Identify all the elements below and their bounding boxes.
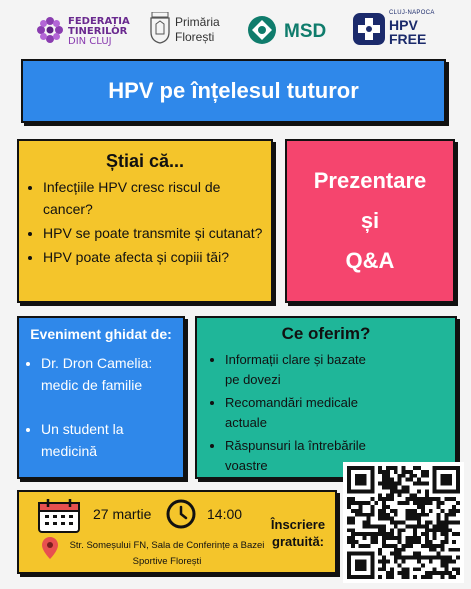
oferim-box — [195, 316, 457, 479]
event-details-box — [17, 490, 337, 574]
hpv-free-line2: FREE — [389, 31, 427, 47]
medical-cross-icon — [352, 12, 386, 46]
list-item: • Un student la medicină — [41, 418, 175, 462]
hpv-free-city: CLUJ-NAPOCA — [389, 10, 435, 16]
registration-qr-code[interactable] — [343, 462, 464, 583]
coat-of-arms-icon — [150, 12, 170, 44]
flower-icon — [36, 16, 64, 44]
location-pin-icon — [41, 536, 59, 560]
qr-code-icon — [347, 466, 460, 579]
ghidat-list — [19, 352, 183, 462]
prezentare-line1: Prezentare — [313, 168, 427, 193]
stiai-ca-box — [17, 139, 273, 303]
federatia-tinerilor-logo — [36, 14, 146, 48]
primaria-line1: Primăria — [175, 15, 220, 29]
prezentare-line2: și — [360, 208, 380, 233]
ghidat-box — [17, 316, 185, 479]
hpv-free-line1: HPV — [389, 17, 418, 33]
stiai-ca-heading: Știai că... — [105, 151, 185, 171]
list-item: • Recomandări medicale actuale — [225, 393, 383, 433]
list-item: • Răspunsuri la întrebările voastre — [225, 436, 383, 476]
page-title: HPV pe înțelesul tuturor — [108, 78, 359, 103]
federatia-line2: TINERILOR — [68, 26, 128, 37]
calendar-icon — [37, 498, 81, 534]
list-item: • Infecțiile HPV cresc riscul de cancer? — [43, 176, 263, 220]
stiai-ca-list — [19, 176, 271, 268]
msd-mark-icon — [247, 15, 277, 45]
prezentare-box — [285, 139, 455, 303]
registration-label: Înscriere gratuită: — [270, 517, 326, 549]
primaria-line2: Florești — [175, 30, 215, 44]
list-item: • HPV se poate transmite și cutanat? — [43, 222, 263, 244]
oferim-list — [197, 350, 455, 476]
event-date: 27 martie — [93, 506, 152, 522]
hpv-free-logo — [352, 10, 444, 48]
clock-icon — [165, 498, 197, 530]
prezentare-line3: Q&A — [345, 248, 395, 273]
ghidat-heading: Eveniment ghidat de: — [30, 326, 172, 342]
list-item: • Informații clare și bazate pe dovezi — [225, 350, 383, 390]
msd-logo — [247, 12, 332, 48]
list-item: • HPV poate afecta și copiii tăi? — [43, 246, 263, 268]
event-address: Str. Someșului FN, Sala de Conferințe a Bazei Sportive Florești — [69, 540, 265, 567]
list-item: • Dr. Dron Camelia: medic de familie — [41, 352, 175, 396]
title-banner — [21, 59, 446, 123]
oferim-heading: Ce oferim? — [281, 324, 371, 343]
event-time: 14:00 — [207, 506, 243, 522]
federatia-line1: FEDERAȚIA — [68, 16, 130, 27]
federatia-line3: DIN CLUJ — [68, 36, 112, 47]
msd-text: MSD — [284, 21, 327, 42]
primaria-floresti-logo — [150, 12, 232, 48]
